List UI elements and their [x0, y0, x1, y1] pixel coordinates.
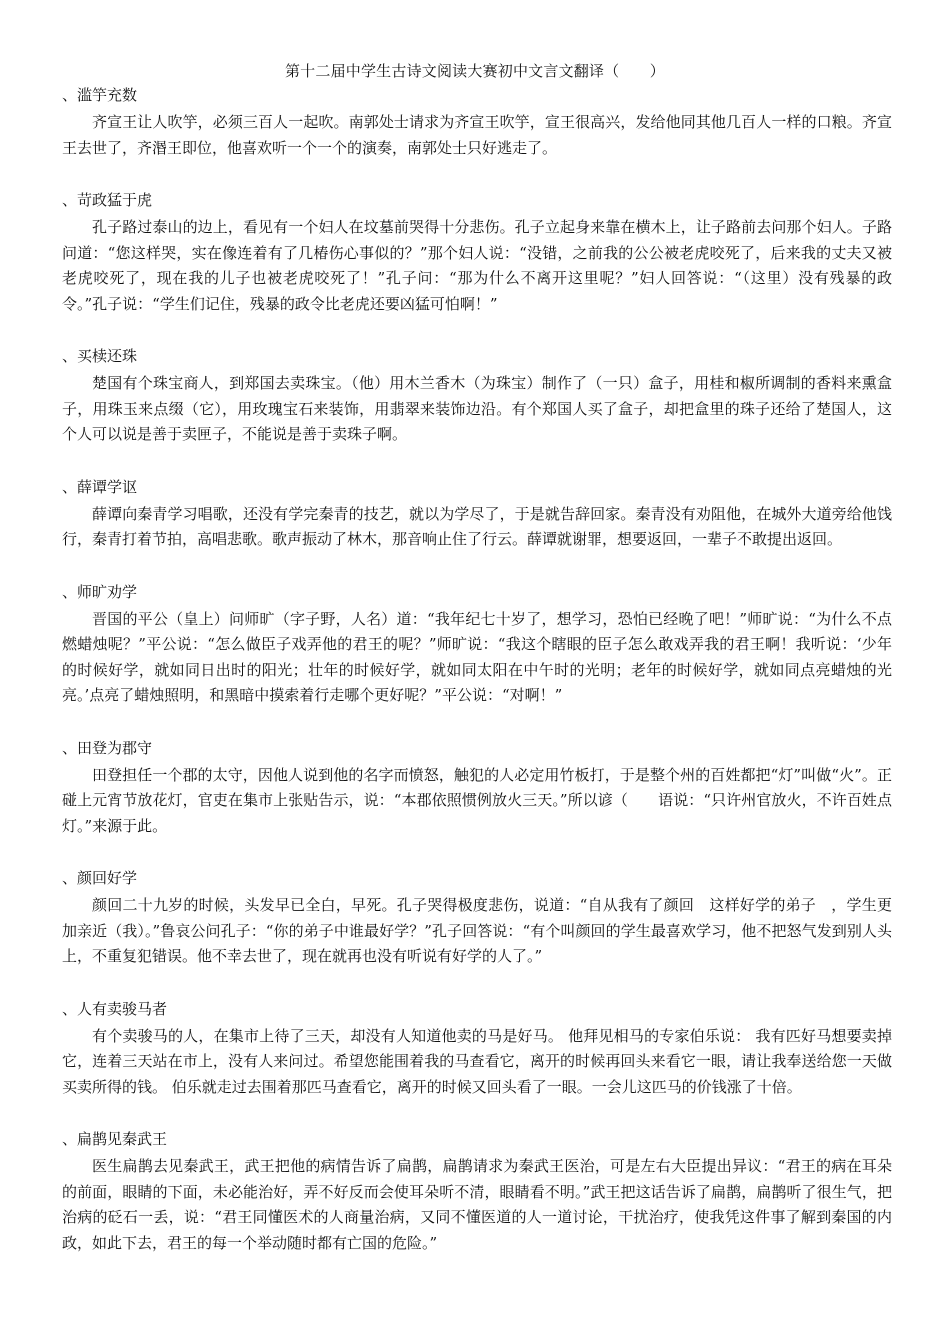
- section-maijunma: [62, 998, 892, 1101]
- section-lanyu-chongshu: [62, 84, 892, 161]
- document-title: 第十二届中学生古诗文阅读大赛初中文言文翻译（ ）: [284, 62, 665, 80]
- section-body: 田登担任一个郡的太守，因他人说到他的名字而愤怒，触犯的人必定用竹板打，于是整个州的百姓都把“灯”叫做“火”。正碰上元宵节放花灯，官吏在集市上张贴告示，说：“本郡依照惯例放火三天。”所以谚（ 语说：“只许州官放火，不许百姓点灯。”来源于此。: [62, 765, 892, 835]
- section-shikuang-quanxue: [62, 581, 892, 709]
- section-title: 、颜回好学: [62, 869, 138, 887]
- section-tiandeng-junshou: [62, 737, 892, 840]
- section-title: 、买椟还珠: [62, 347, 138, 365]
- section-body: 孔子路过泰山的边上，看见有一个妇人在坟墓前哭得十分悲伤。孔子立起身来靠在横木上，让子路前去问那个妇人。子路问道：“您这样哭，实在像连着有了几椿伤心事似的？”那个妇人说：“没错，之前我的公公被老虎咬死了，后来我的丈夫又被老虎咬死了，现在我的儿子也被老虎咬死了！”孔子问：“那为什么不离开这里呢？”妇人回答说：“（这里）没有残暴的政令。”孔子说：“学生们记住，残暴的政令比老虎还要凶猛可怕啊！”: [62, 218, 892, 313]
- section-title: 、师旷劝学: [62, 582, 138, 601]
- section-body: 晋国的平公（皇上）问师旷（字子野，人名）道：“我年纪七十岁了，想学习，恐怕已经晚了吧！”师旷说：“为什么不点燃蜡烛呢？”平公说：“怎么做臣子戏弄他的君王的呢？”师旷说：“我这个瞎眼的臣子怎么敢戏弄我的君王啊！我听说：‘少年的时候好学，就如同日出时的阳光；壮年的时候好学，就如同太阳在中午时的光明；老年的时候好学，就如同点亮蜡烛的光亮。’点亮了蜡烛照明，和黑暗中摸索着行走哪个更好呢？”平公说：“对啊！”: [62, 609, 892, 704]
- document-content: [62, 84, 892, 1284]
- section-title: 、田登为郡守: [62, 738, 153, 757]
- section-title: 、扁鹊见秦武王: [62, 1130, 168, 1148]
- section-title: 、薛谭学讴: [62, 477, 138, 496]
- section-body: 有个卖骏马的人，在集市上待了三天，却没有人知道他卖的马是好马。 他拜见相马的专家伯乐说： 我有匹好马想要卖掉它，连着三天站在市上，没有人来问过。希望您能围着我的马查看它，离开的时候再回头来看它一眼，请让我奉送给您一天做买卖所得的钱。 伯乐就走过去围着那匹马查看它，离开的时候又回头看了一眼。一会儿这匹马的价钱涨了十倍。: [62, 1026, 892, 1096]
- section-body: 楚国有个珠宝商人，到郑国去卖珠宝。（他）用木兰香木（为珠宝）制作了（一只）盒子，用桂和椒所调制的香料来熏盒子，用珠玉来点缀（它），用玫瑰宝石来装饰，用翡翠来装饰边沿。有个郑国人买了盒子，却把盒里的珠子还给了楚国人，这个人可以说是善于卖匣子，不能说是善于卖珠子啊。: [62, 374, 892, 443]
- section-body: 颜回二十九岁的时候，头发早已全白，早死。孔子哭得极度悲伤，说道：“自从我有了颜回 这样好学的弟子 ，学生更加亲近（我）。”鲁哀公问孔子：“你的弟子中谁最好学？”孔子回答说：“有个叫颜回的学生最喜欢学习，他不把怒气发到别人头上，不重复犯错误。他不幸去世了，现在就再也没有听说有好学的人了。”: [62, 896, 892, 965]
- section-xuetan-xueou: [62, 476, 892, 553]
- section-body: 医生扁鹊去见秦武王，武王把他的病情告诉了扁鹊，扁鹊请求为秦武王医治，可是左右大臣提出异议：“君王的病在耳朵的前面，眼睛的下面，未必能治好，弄不好反而会使耳朵听不清，眼睛看不明。”武王把这话告诉了扁鹊，扁鹊听了很生气，把治病的砭石一丢，说：“君王同懂医术的人商量治病，又同不懂医道的人一道讨论，干扰治疗，使我凭这件事了解到秦国的内政，如此下去，君王的每一个举动随时都有亡国的危险。”: [62, 1157, 892, 1252]
- section-maidu-huanzhu: [62, 345, 892, 448]
- section-bianque-qinwuwang: [62, 1128, 892, 1256]
- section-kezheng-mengyuhu: [62, 189, 892, 317]
- section-body: 齐宣王让人吹竽，必须三百人一起吹。南郭处士请求为齐宣王吹竽，宣王很高兴，发给他同其他几百人一样的口粮。齐宣王去世了，齐湣王即位，他喜欢听一个一个的演奏，南郭处士只好逃走了。: [62, 113, 892, 157]
- section-title: 、人有卖骏马者: [62, 999, 168, 1018]
- section-title: 、滥竽充数: [62, 86, 138, 104]
- section-yanhui-haoxue: [62, 867, 892, 970]
- section-body: 薛谭向秦青学习唱歌，还没有学完秦青的技艺，就以为学尽了，于是就告辞回家。秦青没有劝阻他，在城外大道旁给他饯行，秦青打着节拍，高唱悲歌。歌声振动了林木，那音响止住了行云。薛谭就谢罪，想要返回，一辈子不敢提出返回。: [62, 504, 892, 548]
- section-title: 、苛政猛于虎: [62, 191, 153, 209]
